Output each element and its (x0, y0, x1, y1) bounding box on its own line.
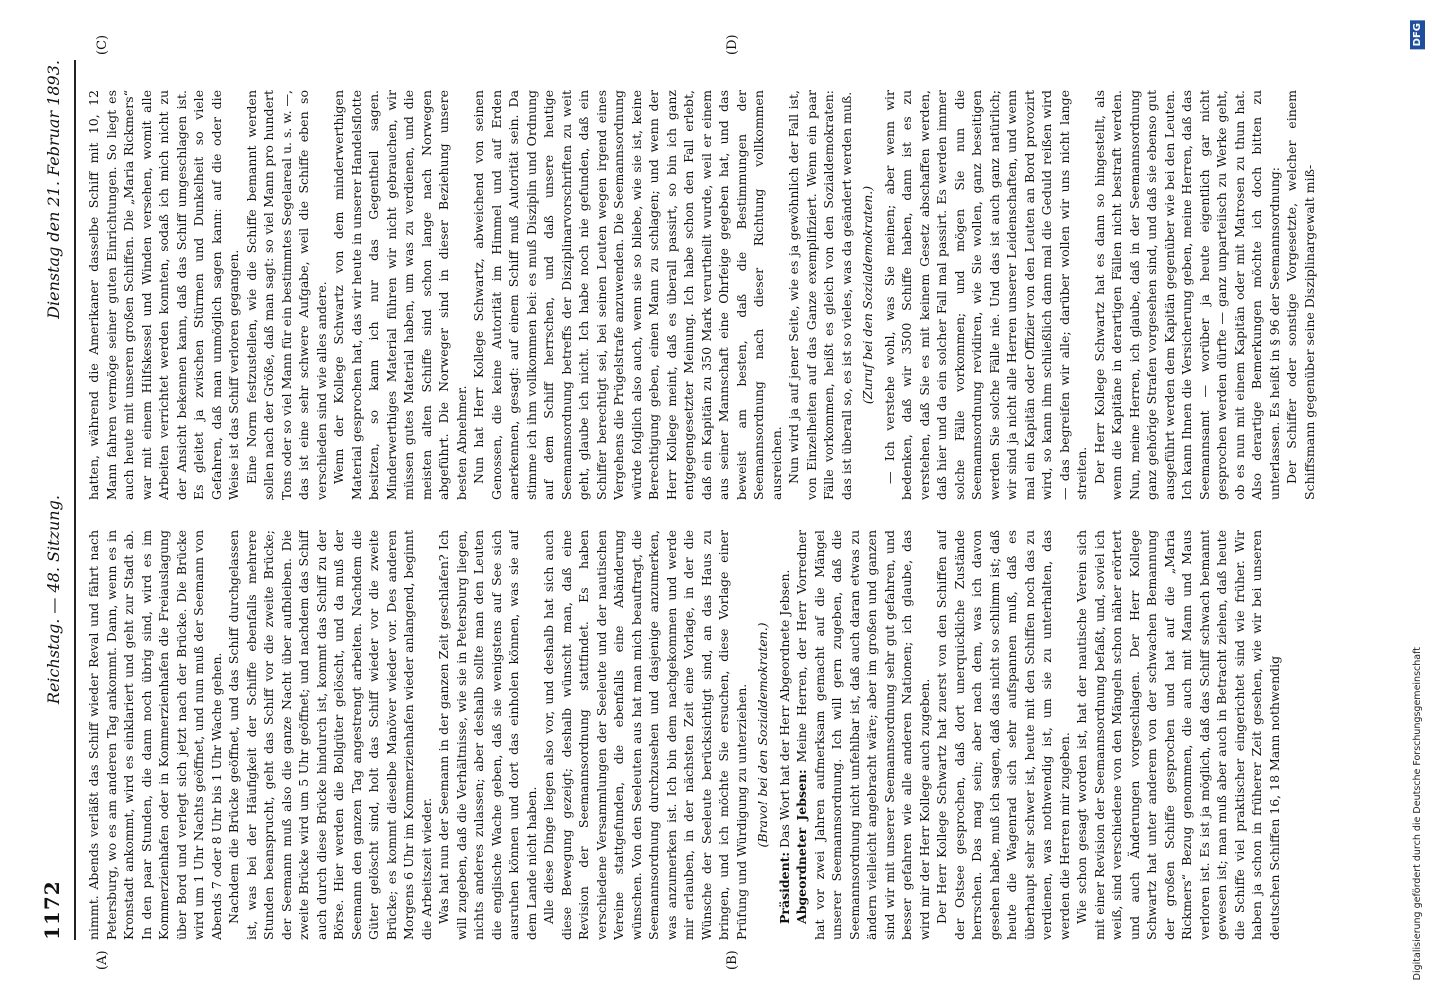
speaker-text: Meine Herren, der Herr Vorredner hat vor zwei Jahren aufmerksam gemacht auf die Mängel unserer Seemannsordnung. Ich will gern zugeben, daß die Seemannsordnung nicht unfehlbar ist, daß auch daran etwas zu ändern vielleicht angebracht wäre; aber im großen und ganzen sind wir mit unserer Seemannsordnung sehr gut gefahren, und besser gefahren wie alle anderen Nationen; ich glaube, das wird mir der Herr Kollege auch zugeben. (794, 530, 932, 940)
dfg-logo: DFG (1410, 20, 1425, 49)
credit-text: Digitalisierung gefördert durch die Deutsche Forschungsgemeinschaft (1411, 646, 1423, 980)
margin-letter-b: (B) (725, 950, 740, 970)
paragraph: Eine Norm festzustellen, wie die Schiffe bemannt werden sollen nach der Größe, daß man sagt: so viel Mann pro hundert Tons oder so viel Mann für ein bestimmtes Segelareal u. s. w. —, das ist eine sehr schwere Aufgabe, weil die Schiffe eben so verschieden sind wie alles andere. (243, 90, 329, 500)
speaker-label: Abgeordneter Jebsen: (794, 769, 809, 924)
paragraph: Der Herr Kollege Schwartz hat es dann so hingestellt, als wenn die Kapitäne in derartigen Fällen nicht bestraft werden. Nun, meine Herren, ich glaube, daß in der Seemannsordnung ganz gehörige Strafen vorgesehen sind, und daß sie ebenso gut ausgeführt werden dem Kapitän gegenüber wie bei den Leuten. Ich kann Ihnen die Versicherung geben, meine Herren, daß das Seemannsamt — worüber ja heute eigentlich gar nicht gesprochen werden dürfte — ganz unparteiisch zu Werke geht, ob es nun mit einem Kapitän oder mit Matrosen zu thun hat. Also derartige Bemerkungen möchte ich doch bitten zu unterlassen. Es heißt in § 96 der Seemannsordnung: (1091, 90, 1282, 500)
speaker-paragraph (776, 530, 794, 940)
digitization-credit (1405, 20, 1429, 980)
session-date: Dienstag den 21. Februar 1893. (44, 60, 63, 319)
paragraph: Nachdem die Brücke geöffnet, und das Schiff durchgelassen ist, was bei der Häufigkeit der Schiffe ebenfalls mehrere Stunden beansprucht, geht das Schiff vor die zweite Brücke; der Seemann muß also die ganze Nacht über aufbleiben. Die zweite Brücke wird um 5 Uhr geöffnet; und nachdem das Schiff auch durch diese Brücke hindurch ist, kommt das Schiff zu der Börse. Hier werden die Bollgüter gelöscht, und da muß der Seemann den ganzen Tag angestrengt arbeiten. Nachdem die Güter gelöscht sind, holt das Schiff wieder vor die zweite Brücke; es kommt dieselbe Manöver wieder vor. Des anderen Morgens 6 Uhr im Kommerzienhafen wieder anlangend, beginnt die Arbeitszeit wieder. (226, 530, 434, 940)
paragraph: Was hat nun der Seemann in der ganzen Zeit geschlafen? Ich will zugeben, daß die Verhältnisse, wie sie in Petersburg liegen, nichts anderes zulassen; aber deshalb sollte man den Leuten die englische Wache geben, daß sie wenigstens auf See sich ausruhen können und dort das einholen können, was sie auf dem Lande nicht haben. (436, 530, 539, 940)
margin-letter-d: (D) (725, 34, 740, 55)
paragraph: Wie schon gesagt worden ist, hat der nautische Verein sich mit einer Revision der Seemannsordnung befaßt, und, soviel ich weiß, sind verschiedene von den Mängeln schon näher erörtert und auch Änderungen vorgeschlagen. Der Herr Kollege Schwartz hat unter anderem von der schwachen Bemannung der großen Schiffe gesprochen und hat auf die „Maria Rickmers“ Bezug genommen, die auch mit Mann und Maus verloren ist. Es ist ja möglich, daß das Schiff schwach bemannt gewesen ist; man muß aber auch in Betracht ziehen, daß heute die Schiffe viel praktischer eingerichtet sind wie früher. Wir haben ja schon in früherer Zeit gesehen, wie wir bei unseren deutschen Schiffen 16, 18 Mann nothwendig (1074, 530, 1282, 940)
speaker-paragraph (793, 530, 933, 940)
page-header (40, 60, 76, 940)
paragraph: — Ich verstehe wohl, was Sie meinen; aber wenn wir bedenken, daß wir 3500 Schiffe haben, dann ist es zu verstehen, daß Sie es mit keinem Gesetz abschaffen werden, daß hier und da ein solcher Fall mal passirt. Es werden immer solche Fälle vorkommen; und mögen Sie nun die Seemannsordnung revidiren, wie Sie wollen, ganz beseitigen werden Sie solche Fälle nie. Und das ist auch ganz natürlich; wir sind ja nicht alle Herren unserer Leidenschaften, und wenn mal ein Kapitän oder Offizier von den Leuten an Bord provozirt wird, so kann ihm schließlich dann mal die Geduld reißen wird — das begreifen wir alle; darüber wollen wir uns nicht lange streiten. (881, 90, 1089, 500)
paragraph: hatten, während die Amerikaner dasselbe Schiff mit 10, 12 Mann fahren vermöge seiner guten Einrichtungen. So liegt es auch heute mit unseren großen Schiffen. Die „Maria Rickmers“ war mit einem Hilfskessel und Winden versehen, womit alle Arbeiten verrichtet werden konnten, sodaß ich mich nicht zu der Ansicht bekennen kann, daß das Schiff umgeschlagen ist. Es gleitet ja zwischen Stürmen und Dunkelheit so viele Gefahren, daß man unmöglich sagen kann: auf die oder die Weise ist das Schiff verloren gegangen. (86, 90, 241, 500)
speaker-label: Präsident: (776, 851, 792, 924)
applause-note: (Bravo! bei den Sozialdemokraten.) (755, 622, 770, 848)
margin-letter-c: (C) (95, 34, 110, 55)
margin-letter-a: (A) (95, 950, 110, 970)
paragraph: Alle diese Dinge liegen also vor, und deshalb hat sich auch diese Bewegung gezeigt; deshalb wünscht man, daß eine Revision der Seemannsordnung stattfindet. Es haben verschiedene Versammlungen der Seeleute und der nautischen Vereine stattgefunden, die ebenfalls eine Abänderung wünschen. Von den Seeleuten aus hat man mich beauftragt, die Seemannsordnung durchzusehen und dasjenige anzumerken, was anzumerken ist. Ich bin dem nachgekommen und werde mir erlauben, in der nächsten Zeit eine Vorlage, in der die Wünsche der Seeleute berücksichtigt sind, an das Haus zu bringen, und ich möchte Sie ersuchen, diese Vorlage einer Prüfung und Würdigung zu unterziehen. (541, 530, 749, 940)
right-column (85, 90, 1375, 500)
paragraph: nimmt. Abends verläßt das Schiff wieder Reval und fährt nach Petersburg, wo es am anderen Tag ankommt. Dann, wenn es in Kronstadt ankommt, wird es einklariert und geht zur Stadt ab. In den paar Stunden, die dann noch übrig sind, wird es im Kommerzienhafen oder in Kommerzienhafen die Freiauslagung über Bord und verlegt sich jetzt nach der Brücke. Die Brücke wird um 1 Uhr Nachts geöffnet, und nun muß der Seemann von Abends 7 oder 8 Uhr bis 1 Uhr Wache gehen. (86, 530, 224, 940)
paragraph: Der Herr Kollege Schwartz hat zuerst von den Schiffen auf der Ostsee gesprochen, daß dort unerquickliche Zustände herrschen. Das mag sein; aber nach dem, was ich davon gesehen habe, muß ich sagen, daß das nicht so schlimm ist; daß heute die Wagenrad sich sehr aufspannen muß, daß es überhaupt sehr schwer ist, heute mit den Schiffen noch das zu verdienen, was nothwendig ist, um sie zu unterhalten, das werden die Herren mir zugeben. (934, 530, 1072, 940)
speaker-text: Das Wort hat der Herr Abgeordnete Jebsen. (776, 569, 792, 848)
interjection-note: (Zuruf bei den Sozialdemokraten.) (860, 185, 875, 405)
paragraph: Der Schiffer oder sonstige Vorgesetzte, welcher einem Schiffsmann gegenüber seine Disziplinargewalt miß- (1284, 90, 1317, 500)
paragraph: Wenn der Kollege Schwartz von dem minderwerthigen Material gesprochen hat, das wir heute in unserer Handelsflotte besitzen, so kann ich nur das Gegentheil sagen. Minderwerthiges Material führen wir nicht gebrauchen, wir müssen gutes Material haben, um was zu verdienen, und die meisten alten Schiffe sind schon lange nach Norwegen abgeführt. Die Norweger sind in dieser Beziehung unsere besten Abnehmer. (331, 90, 469, 500)
paragraph: Nun hat Herr Kollege Schwartz, abweichend von seinen Genossen, die keine Autorität im Himmel und auf Erden anerkennen, gesagt: auf einem Schiff muß Autorität sein. Da stimme ich ihm vollkommen bei: es muß Disziplin und Ordnung auf dem Schiff herrschen, und daß unsere heutige Seemannsordnung betreffs der Disziplinarvorschriften zu weit geht, glaube ich nicht. Ich habe noch nie gefunden, daß ein Schiffer berechtigt sei, bei seinen Leuten wegen irgend eines Vergehens die Prügelstrafe anzuwenden. Die Seemannsordnung würde folglich also auch, wenn sie so bliebe, wie sie ist, keine Berechtigung geben, einen Mann zu schlagen; und wenn der Herr Kollege meint, daß es überall passirt, so bin ich ganz entgegengesetzter Meinung. Ich habe schon den Fall erlebt, daß ein Kapitän zu 350 Mark verurtheilt wurde, weil er einem aus seiner Mannschaft eine Ohrfeige gegeben hat, und das beweist am besten, daß die Bestimmungen der Seemannsordnung nach dieser Richtung vollkommen ausreichen. (471, 90, 784, 500)
page-number: 1172 (40, 880, 64, 940)
paragraph: Nun wird ja auf jener Seite, wie es ja gewöhnlich der Fall ist, von Einzelheiten auf das Ganze exemplifiziert. Wenn ein paar Fälle vorkommen, heißt es gleich von den Sozialdemokraten: das ist überall so, es ist so vieles, was da geändert werden muß. (786, 90, 854, 500)
left-column (85, 530, 1375, 940)
running-head: Reichstag. — 48. Sitzung. (44, 495, 63, 705)
